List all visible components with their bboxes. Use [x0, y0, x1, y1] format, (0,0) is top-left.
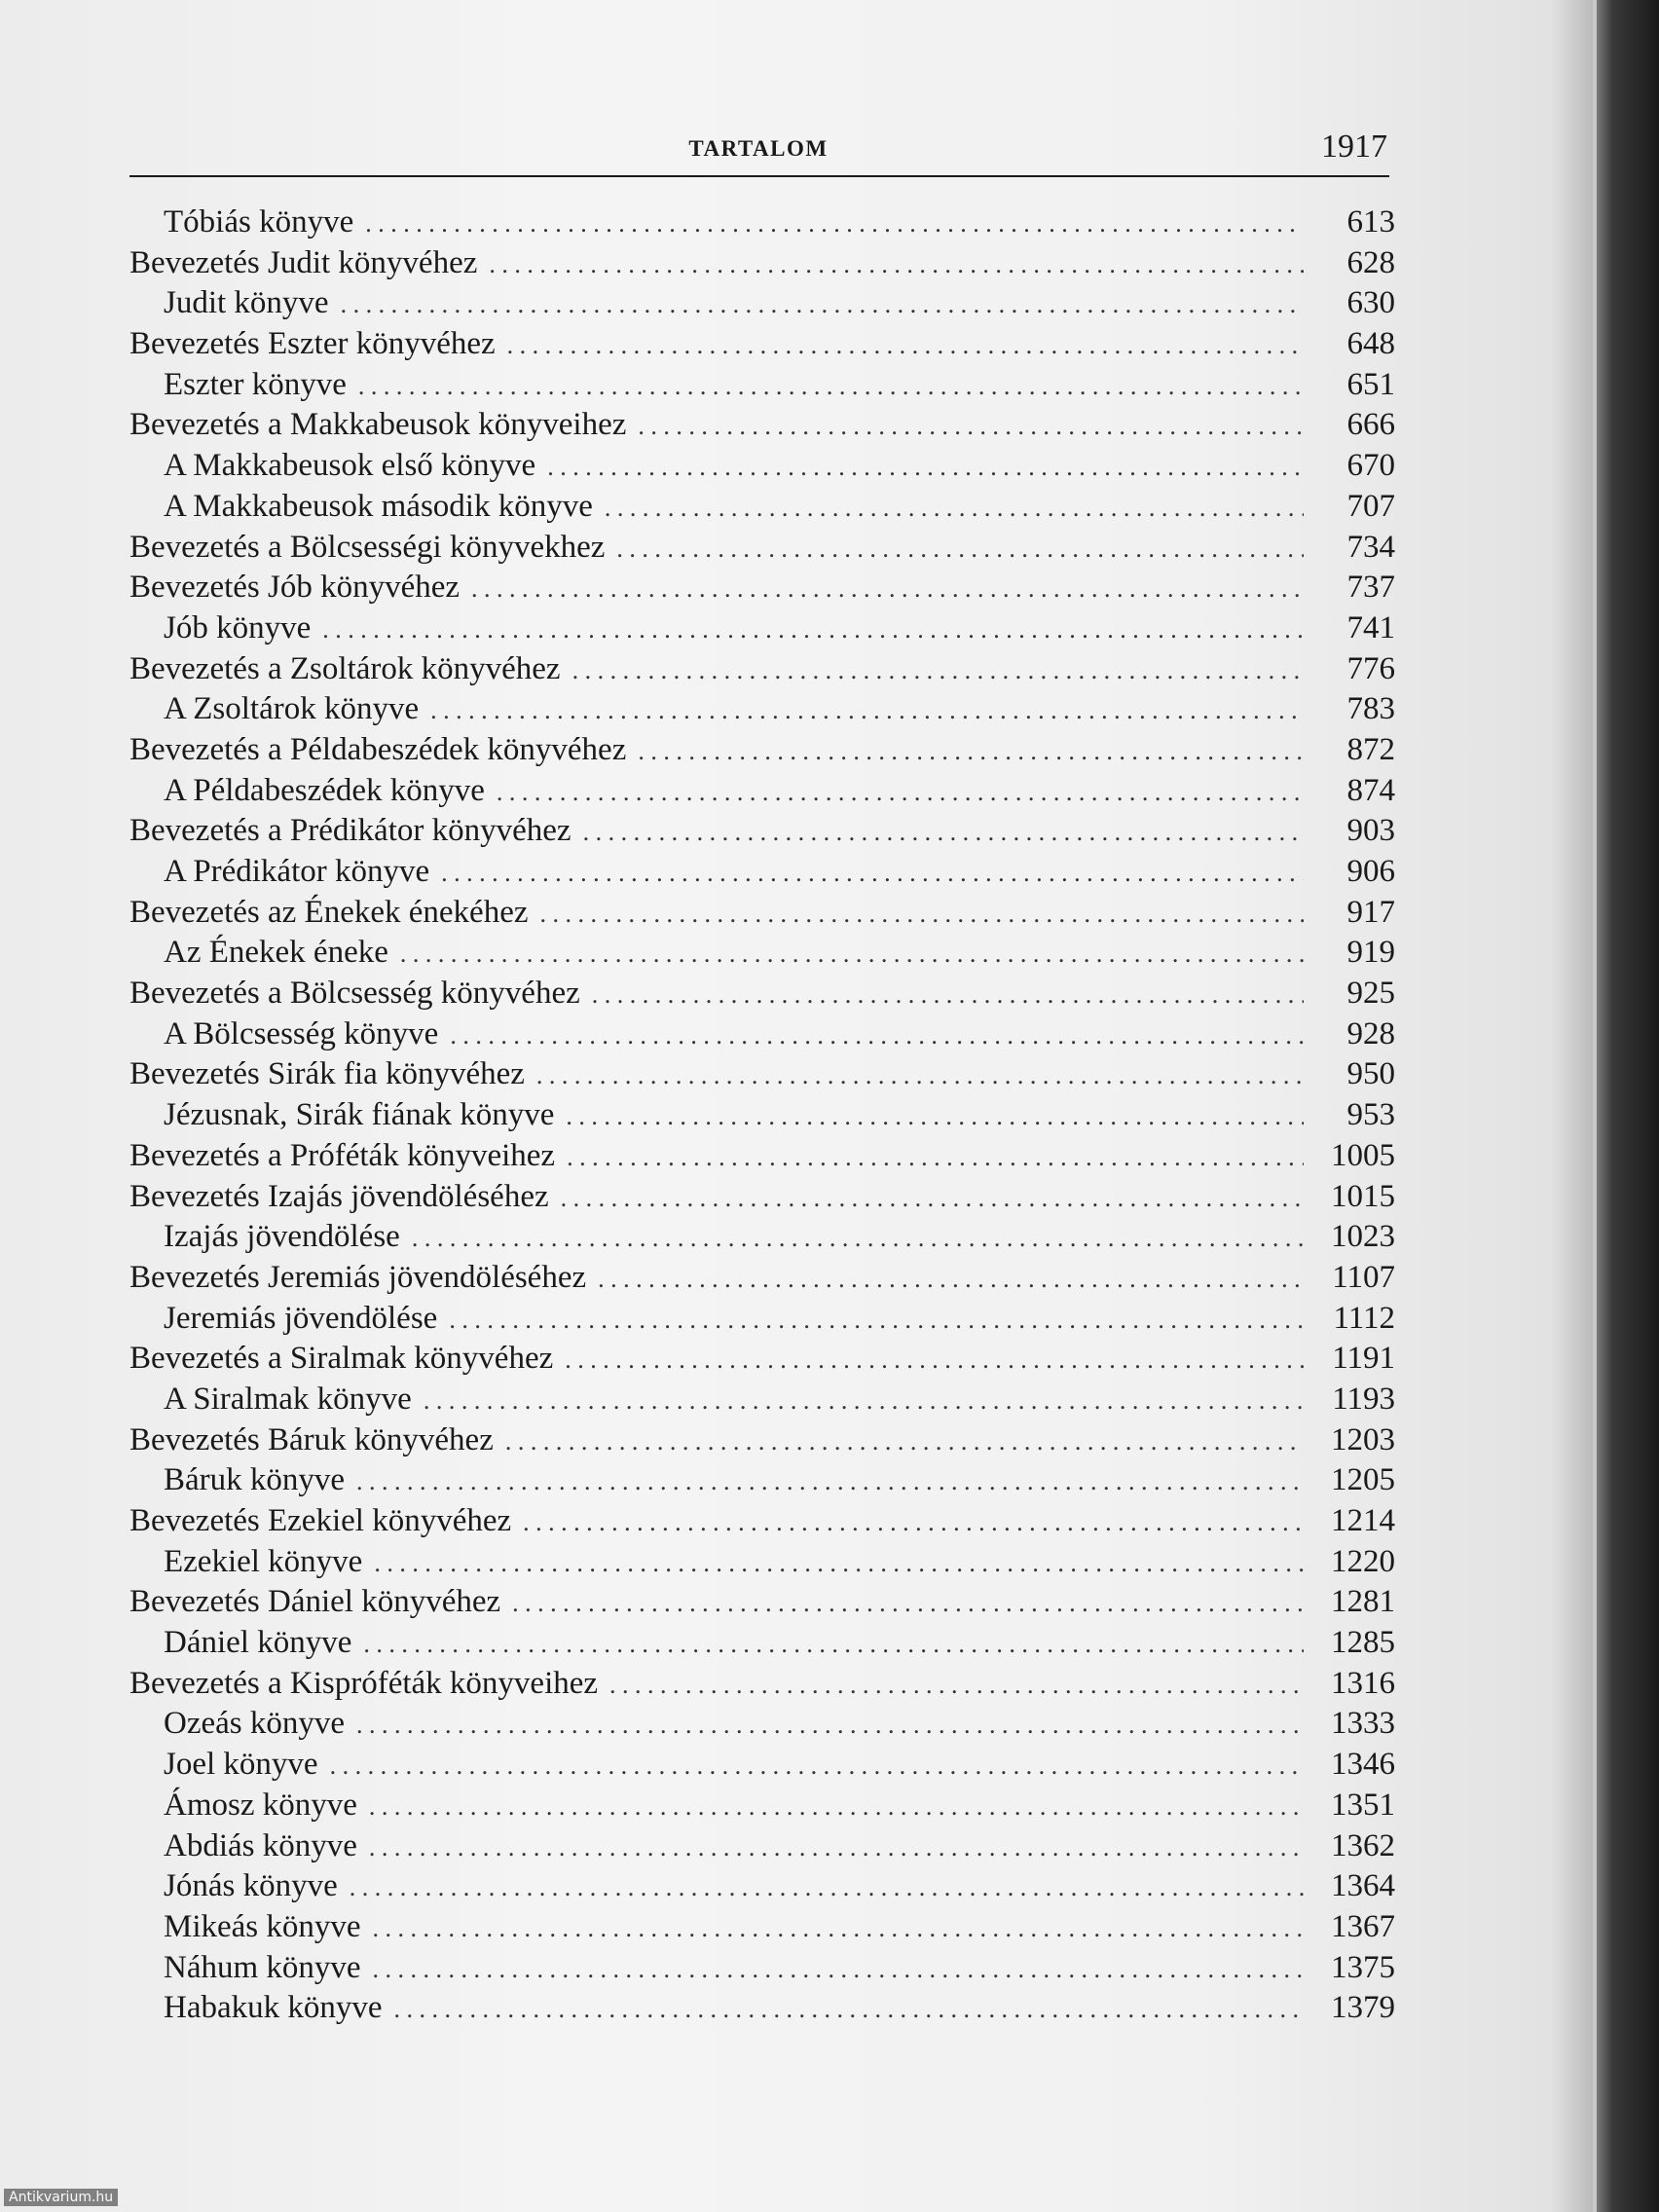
toc-entry-page: 1285 [1331, 1625, 1395, 1661]
toc-dot-leader [430, 691, 1304, 727]
toc-entry-page: 906 [1346, 854, 1395, 889]
toc-dot-leader [592, 976, 1304, 1012]
header-rule [129, 175, 1389, 177]
toc-entry-page: 1364 [1331, 1868, 1395, 1904]
toc-dot-leader [471, 570, 1304, 606]
toc-entry-page: 1367 [1331, 1908, 1395, 1944]
toc-entry [129, 245, 1395, 286]
toc-entry-page: 1351 [1331, 1787, 1395, 1823]
toc-entry [129, 895, 1395, 936]
toc-entry-page: 613 [1346, 204, 1395, 240]
toc-dot-leader [330, 1747, 1304, 1783]
toc-entry [129, 1301, 1395, 1342]
toc-entry [129, 1544, 1395, 1585]
toc-entry-title: Ozeás könyve [164, 1706, 346, 1742]
toc-entry [129, 1260, 1395, 1301]
toc-entry-title: A Makkabeusok második könyve [164, 488, 593, 524]
toc-entry-title: Ámosz könyve [164, 1787, 357, 1823]
toc-entry-page: 1023 [1331, 1219, 1395, 1255]
toc-dot-leader [616, 530, 1304, 566]
toc-entry-title: A Prédikátor könyve [164, 854, 430, 889]
toc-dot-leader [536, 1056, 1304, 1092]
toc-dot-leader [356, 1462, 1304, 1498]
toc-dot-leader [598, 1260, 1304, 1296]
toc-entry-title: Bevezetés a Példabeszédek könyvéhez [129, 731, 627, 767]
watermark: Antikvarium.hu [4, 2189, 118, 2206]
toc-dot-leader [373, 1909, 1304, 1945]
toc-entry-title: A Zsoltárok könyve [164, 691, 420, 727]
toc-entry [129, 976, 1395, 1016]
toc-dot-leader [507, 326, 1304, 362]
toc-entry [129, 1382, 1395, 1422]
toc-entry-title: Bevezetés a Prédikátor könyvéhez [129, 813, 571, 849]
toc-dot-leader [489, 245, 1304, 281]
toc-entry-page: 666 [1346, 407, 1395, 443]
toc-dot-leader [512, 1584, 1304, 1620]
toc-entry [129, 367, 1395, 408]
toc-entry-page: 1203 [1331, 1421, 1395, 1457]
toc-entry-page: 917 [1346, 894, 1395, 930]
toc-entry-page: 925 [1346, 976, 1395, 1012]
toc-entry-title: Habakuk könyve [164, 1990, 383, 2026]
toc-entry-title: Mikeás könyve [164, 1908, 361, 1944]
toc-entry-page: 1333 [1331, 1706, 1395, 1742]
toc-dot-leader [540, 895, 1305, 931]
toc-entry-page: 874 [1346, 772, 1395, 808]
toc-entry [129, 854, 1395, 895]
toc-entry-title: Judit könyve [164, 285, 329, 321]
toc-entry-page: 651 [1346, 366, 1395, 402]
page-curve-shadow [1550, 0, 1597, 2212]
toc-entry-title: Bevezetés Eszter könyvéhez [129, 326, 496, 362]
toc-entry-page: 741 [1346, 609, 1395, 645]
toc-entry-page: 783 [1346, 691, 1395, 727]
toc-entry [129, 935, 1395, 976]
toc-dot-leader [497, 773, 1304, 809]
toc-dot-leader [412, 1219, 1304, 1255]
toc-dot-leader [609, 1666, 1304, 1702]
toc-entry-title: Bevezetés a Makkabeusok könyveihez [129, 407, 627, 443]
toc-entry [129, 489, 1395, 530]
toc-entry-title: Bevezetés a Bölcsességi könyvekhez [129, 529, 606, 565]
toc-entry [129, 326, 1395, 367]
toc-entry-page: 919 [1346, 935, 1395, 971]
toc-dot-leader [350, 1868, 1304, 1904]
toc-entry-page: 628 [1346, 244, 1395, 280]
toc-entry [129, 1584, 1395, 1625]
toc-entry-title: Jézusnak, Sirák fiának könyve [164, 1097, 555, 1133]
toc-entry-page: 734 [1346, 529, 1395, 565]
toc-entry-title: Eszter könyve [164, 366, 347, 402]
toc-entry-title: Tóbiás könyve [164, 204, 354, 240]
toc-entry-title: Bevezetés Báruk könyvéhez [129, 1421, 494, 1457]
toc-dot-leader [365, 204, 1304, 240]
toc-entry [129, 1909, 1395, 1950]
toc-entry-title: A Siralmak könyve [164, 1381, 412, 1417]
toc-entry [129, 1219, 1395, 1260]
toc-entry [129, 1625, 1395, 1666]
toc-entry [129, 773, 1395, 814]
toc-entry [129, 1868, 1395, 1909]
toc-entry [129, 1503, 1395, 1544]
toc-entry-title: Bevezetés Ezekiel könyvéhez [129, 1503, 512, 1538]
toc-entry-page: 1107 [1332, 1259, 1395, 1295]
toc-entry-page: 1191 [1332, 1341, 1395, 1377]
toc-entry-page: 1375 [1331, 1949, 1395, 1985]
toc-entry-title: Bevezetés a Bölcsesség könyvéhez [129, 976, 580, 1012]
toc-dot-leader [400, 935, 1304, 971]
toc-dot-leader [363, 1625, 1304, 1661]
toc-entry-title: Ezekiel könyve [164, 1543, 363, 1579]
toc-entry-title: A Makkabeusok első könyve [164, 448, 536, 484]
book-spine [1597, 0, 1659, 2212]
toc-entry [129, 1706, 1395, 1747]
toc-entry-title: Dániel könyve [164, 1625, 352, 1661]
toc-dot-leader [547, 448, 1304, 484]
toc-entry [129, 1666, 1395, 1707]
toc-dot-leader [441, 854, 1304, 890]
toc-dot-leader [561, 1179, 1304, 1215]
toc-entry-page: 648 [1346, 326, 1395, 362]
toc-entry [129, 732, 1395, 773]
toc-entry [129, 1747, 1395, 1788]
toc-dot-leader [572, 651, 1304, 687]
header-page-number: 1917 [1321, 129, 1387, 165]
toc-entry [129, 204, 1395, 245]
toc-entry [129, 570, 1395, 610]
toc-entry [129, 1788, 1395, 1828]
toc-dot-leader [394, 1990, 1304, 2026]
toc-dot-leader [369, 1828, 1304, 1864]
toc-entry-page: 903 [1346, 813, 1395, 849]
toc-entry-page: 1015 [1331, 1178, 1395, 1214]
toc-entry-title: Bevezetés a Zsoltárok könyvéhez [129, 650, 561, 686]
toc-entry-page: 1112 [1333, 1300, 1395, 1336]
toc-entry-title: Bevezetés a Siralmak könyvéhez [129, 1341, 554, 1377]
toc-entry-page: 1362 [1331, 1827, 1395, 1863]
toc-entry-page: 950 [1346, 1056, 1395, 1092]
toc-entry-title: Báruk könyve [164, 1462, 346, 1498]
toc-entry-title: Az Énekek éneke [164, 935, 388, 971]
toc-entry-title: Bevezetés a Kispróféták könyveihez [129, 1665, 599, 1701]
toc-entry-title: Jób könyve [164, 609, 312, 645]
toc-entry [129, 1056, 1395, 1097]
toc-entry [129, 1097, 1395, 1138]
toc-dot-leader [449, 1301, 1304, 1337]
toc-dot-leader [638, 407, 1304, 443]
toc-entry [129, 448, 1395, 489]
toc-entry-page: 1005 [1331, 1137, 1395, 1173]
toc-entry [129, 1990, 1395, 2031]
running-header [129, 125, 1387, 173]
toc-entry-title: Jónás könyve [164, 1868, 338, 1904]
table-of-contents [129, 204, 1395, 2031]
toc-entry [129, 1179, 1395, 1220]
toc-entry [129, 530, 1395, 571]
toc-entry-page: 928 [1346, 1015, 1395, 1051]
toc-entry [129, 1016, 1395, 1057]
toc-entry-page: 1205 [1331, 1462, 1395, 1498]
header-title: TARTALOM [688, 136, 829, 161]
toc-entry-title: Náhum könyve [164, 1949, 361, 1985]
toc-entry [129, 1138, 1395, 1179]
toc-entry [129, 691, 1395, 732]
toc-entry-page: 737 [1346, 570, 1395, 606]
toc-entry-page: 1214 [1331, 1503, 1395, 1538]
toc-entry-page: 776 [1346, 650, 1395, 686]
toc-entry-page: 707 [1346, 488, 1395, 524]
toc-entry-title: Bevezetés a Próféták könyveihez [129, 1137, 556, 1173]
toc-entry-title: Jeremiás jövendölése [164, 1300, 438, 1336]
toc-entry-page: 1281 [1331, 1584, 1395, 1620]
toc-entry [129, 610, 1395, 651]
toc-entry-title: Bevezetés Jeremiás jövendöléséhez [129, 1259, 587, 1295]
toc-entry-page: 1379 [1331, 1990, 1395, 2026]
toc-entry-title: Bevezetés Izajás jövendöléséhez [129, 1178, 549, 1214]
toc-dot-leader [424, 1382, 1304, 1418]
toc-dot-leader [374, 1544, 1304, 1580]
toc-entry-title: Bevezetés Judit könyvéhez [129, 244, 478, 280]
toc-dot-leader [523, 1503, 1304, 1539]
toc-dot-leader [605, 489, 1304, 525]
toc-entry-title: A Példabeszédek könyve [164, 772, 485, 808]
toc-dot-leader [341, 285, 1304, 321]
toc-entry-page: 1346 [1331, 1747, 1395, 1783]
toc-entry-page: 1220 [1331, 1543, 1395, 1579]
toc-dot-leader [369, 1788, 1304, 1824]
toc-entry-title: Bevezetés az Énekek énekéhez [129, 894, 529, 930]
toc-entry-page: 953 [1346, 1097, 1395, 1133]
toc-entry [129, 1422, 1395, 1463]
toc-entry-title: Joel könyve [164, 1747, 318, 1783]
toc-entry-title: Bevezetés Dániel könyvéhez [129, 1584, 501, 1620]
toc-entry [129, 407, 1395, 448]
toc-entry [129, 813, 1395, 854]
toc-entry-page: 872 [1346, 731, 1395, 767]
toc-entry [129, 1950, 1395, 1991]
toc-entry-title: A Bölcsesség könyve [164, 1015, 439, 1051]
toc-dot-leader [322, 610, 1304, 646]
toc-entry-page: 670 [1346, 448, 1395, 484]
toc-entry [129, 651, 1395, 692]
toc-entry-page: 630 [1346, 285, 1395, 321]
toc-dot-leader [583, 813, 1304, 849]
toc-dot-leader [450, 1016, 1304, 1052]
toc-dot-leader [565, 1341, 1304, 1377]
toc-entry-title: Bevezetés Sirák fia könyvéhez [129, 1056, 525, 1092]
toc-entry-page: 1316 [1331, 1665, 1395, 1701]
toc-entry-title: Abdiás könyve [164, 1827, 357, 1863]
toc-entry [129, 1462, 1395, 1503]
toc-dot-leader [567, 1138, 1304, 1174]
toc-dot-leader [356, 1706, 1304, 1742]
toc-dot-leader [373, 1950, 1304, 1986]
toc-entry-title: Izajás jövendölése [164, 1219, 400, 1255]
toc-entry [129, 285, 1395, 326]
toc-entry [129, 1341, 1395, 1382]
toc-dot-leader [566, 1097, 1304, 1133]
toc-entry-title: Bevezetés Jób könyvéhez [129, 570, 461, 606]
toc-entry [129, 1828, 1395, 1869]
toc-dot-leader [505, 1422, 1304, 1458]
toc-dot-leader [638, 732, 1304, 768]
toc-dot-leader [358, 367, 1304, 403]
toc-entry-page: 1193 [1332, 1381, 1395, 1417]
